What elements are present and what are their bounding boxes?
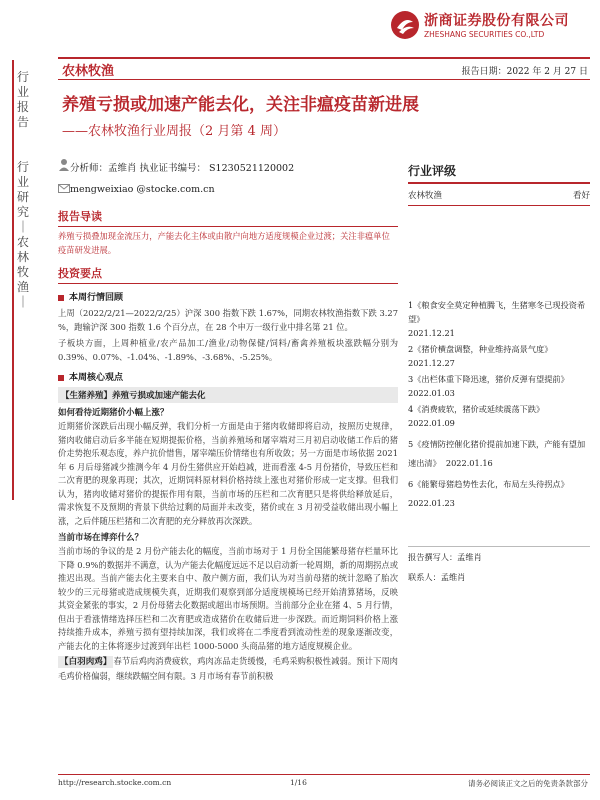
analyst-info: 分析师：孟维肖 执业证书编号： S1230521120002 <box>70 163 295 174</box>
related-report-item[interactable]: 4《消费疲软，猪价或延续震荡下跌》 2022.01.09 <box>408 404 545 428</box>
footer-disclaimer: 请务必阅读正文之后的免责条款部分 <box>468 779 588 788</box>
right-column <box>408 162 590 510</box>
report-subtitle: ——农林牧渔行业周报（2 月第 4 周） <box>62 124 286 139</box>
company-name-en: ZHESHANG SECURITIES CO.,LTD <box>424 30 545 39</box>
tag-pig-farming: 【生猪养殖】养殖亏损或加速产能去化 <box>58 387 398 403</box>
company-logo <box>390 8 590 48</box>
report-title: 养殖亏损或加速产能去化，关注非瘟疫苗新进展 <box>62 95 419 115</box>
core-heading: 本周核心观点 <box>58 370 398 383</box>
rating-row <box>408 189 590 201</box>
rating-divider <box>408 182 590 184</box>
rating-value: 看好 <box>572 191 590 201</box>
paragraph-pig-price: 近期猪价深跌后出现小幅反弹，我们分析一方面是由于猪肉收储即将启动，按照历史规律，猪肉收储启动后多半能在短期提振价格，当前养殖场和屠宰端对三月初启动收储工作后的猪价走势抱乐观态度，养户抗价惜售，屠宰端压价情绪也有所收敛；另一方面是市场依据 2021 年 6 月后母猪减少推测今年 4 月份生猪供应开始趋减，进而看涨 4-5 月份猪价，导致压栏和二次育肥的现象再现；其次，近期饲料原材料价格持续上涨也对猪价形成一定支撑。但我们认为，猪肉收储对猪价的提振作用有限，当前市场的压栏和二次育肥只是将供给释放延后，需求恢复不及预期的背景下供给过剩的局面并未改变，猪价或在 3 月初受益收储出现小幅上涨，之后伴随压栏猪和二次育肥的充分释放再次深跌。 <box>58 421 398 526</box>
bullet-icon <box>58 295 64 301</box>
rating-divider-bottom <box>408 205 590 206</box>
mail-icon <box>58 184 70 193</box>
person-icon <box>58 158 70 172</box>
guide-heading: 报告导读 <box>58 210 102 223</box>
rating-heading: 行业评级 <box>408 164 457 178</box>
paragraph-market: 当前市场的争议的是 2 月份产能去化的幅度，当前市场对于 1 月份全国能繁母猪存栏量环比下降 0.9%的数据并不满意，认为产能去化幅度远远不足以启动新一轮周期，新的周期拐点或推迟出现。当前产能去化主要来自中、散户侧方面，我们认为对当前母猪的统计忽略了胎次较少的三元母猪或造成规模失真，近期我们观察到部分适度规模场已经开始清算猪场，反映其资金紧张的事实，2 月份母猪去化数据或超出市场预期。当前部分企业在猪 4、5 月行情，但出于看涨情绪选择压栏和二次育肥或造成猪价在收储后进一步深跌。而近期饲料价格上涨持续推升成本，养殖亏损有望持续加深，我们或将在二季度看到流动性差的现象逐渐改变，产能去化的主体将逐步过渡到年出栏 1000-5000 头商品猪的地方适度规模企业。 <box>58 546 398 651</box>
header-divider <box>58 57 590 59</box>
related-reports <box>408 298 590 510</box>
paragraph-broiler: 【白羽肉鸡】 春节后鸡肉消费疲软，鸡肉冻品走货缓慢，毛鸡采购积极性减弱。预计下周肉毛鸡价格偏弱，继续跌幅空间有限。3 月市场有春节前积极 <box>58 656 398 681</box>
guide-text: 养殖亏损叠加现金流压力，产能去化主体或由散户向地方适度规模企业过渡；关注非瘟单位疫苗研发进展。 <box>58 231 390 255</box>
related-report-item[interactable]: 2《猪价横盘调整，种业维持高景气度》 2021.12.27 <box>408 344 553 368</box>
rating-sector: 农林牧渔 <box>408 191 443 201</box>
tag-broiler: 【白羽肉鸡】 <box>60 657 112 667</box>
report-author: 报告撰写人：孟维肖 <box>408 552 482 562</box>
footer-divider <box>58 774 590 775</box>
header-sector: 农林牧渔 <box>62 64 115 79</box>
side-label-category: 行业研究｜农林牧渔｜ <box>16 160 29 309</box>
analyst-email[interactable]: mengweixiao @stocke.com.cn <box>70 184 215 195</box>
weekly-paragraph-2: 子板块方面，上周种植业/农产品加工/渔业/动物保健/饲料/畜禽养殖板块涨跌幅分别为 0.39%、0.07%、-1.04%、-1.89%、-3.68%、-5.25%。 <box>58 338 398 362</box>
question-1: 如何看待近期猪价小幅上涨？ <box>58 408 169 418</box>
main-column <box>58 208 398 683</box>
bullet-icon <box>58 375 64 381</box>
related-report-item[interactable]: 3《出栏体重下降迅速，猪价反弹有望提前》 2022.01.03 <box>408 374 569 398</box>
points-heading: 投资要点 <box>58 267 102 280</box>
footer-url[interactable]: http://research.stocke.com.cn <box>58 778 172 787</box>
page-number: 1/16 <box>290 778 307 787</box>
weekly-heading: 本周行情回顾 <box>58 290 398 303</box>
report-date: 报告日期：2022 年 2 月 27 日 <box>461 67 588 77</box>
contacts-block <box>408 546 590 587</box>
weekly-paragraph-1: 上周（2022/2/21—2022/2/25）沪深 300 指数下跌 1.67%，同期农林牧渔指数下跌 3.27 %，跑输沪深 300 指数 1.6 个百分点，在 28 个申万一级行业中排名第 21 位。 <box>58 308 398 332</box>
question-2: 当前市场在博弈什么？ <box>58 533 144 543</box>
report-contact: 联系人：孟维肖 <box>408 572 466 582</box>
side-label-report: 行业报告 <box>16 70 29 129</box>
related-report-item[interactable]: 1《粮食安全莫定种植腾飞，生猪寒冬已现投资希望》 2021.12.21 <box>408 300 586 338</box>
header-divider-thin <box>58 79 590 80</box>
points-divider <box>58 283 398 284</box>
guide-divider <box>58 226 398 227</box>
related-report-item[interactable]: 6《能繁母猪趋势性去化，布局左头待拐点》 2022.01.23 <box>408 479 569 508</box>
related-report-item[interactable]: 5《疫情防控催化猪价提前加速下跌，产能有望加速出清》 2022.01.16 <box>408 439 586 468</box>
company-emblem-icon <box>390 10 420 40</box>
company-name-cn: 浙商证券股份有限公司 <box>424 13 569 29</box>
